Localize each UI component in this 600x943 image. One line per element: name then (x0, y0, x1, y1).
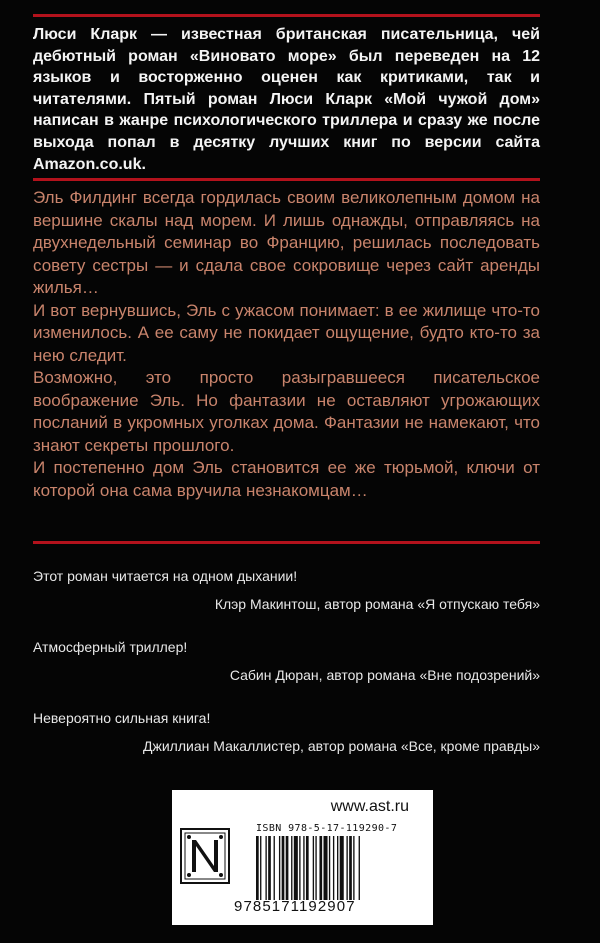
barcode-bar (337, 836, 338, 900)
barcode-bar (340, 836, 344, 900)
barcode-bar (329, 836, 330, 900)
barcode-bar (359, 836, 360, 900)
barcode-bar (303, 836, 304, 900)
barcode-bar (265, 836, 266, 900)
barcode-bar (268, 836, 271, 900)
barcode-bar (282, 836, 285, 900)
review-item (33, 566, 540, 614)
barcode-bar (256, 836, 259, 900)
barcode-bar (324, 836, 328, 900)
barcode-bar (333, 836, 334, 900)
description-paragraph: Возможно, это просто разыгравшееся писательское воображение Эль. Но фантазии не оставляют угрожающих посланий в укромных уголках дома. Фантазии не намекают, что знают секреты прошлого. (33, 368, 540, 455)
review-item (33, 708, 540, 756)
review-quote: Этот роман читается на одном дыхании! (33, 568, 298, 584)
reviews-section (33, 566, 540, 779)
isbn-label: ISBN 978-5-17-119290-7 (256, 823, 398, 834)
bottom-divider (33, 541, 540, 544)
barcode-bar (319, 836, 322, 900)
publisher-website: www.ast.ru (330, 798, 409, 815)
barcode-bar (260, 836, 261, 900)
barcode-bar (315, 836, 316, 900)
author-intro: Люси Кларк — известная британская писательница, чей дебютный роман «Виновато море» был переведен на 12 языков и восторженно оценен как критиками, так и читателями. Пятый роман Люси Кларк «Мой чужой дом» написан в жанре психологического триллера и сразу же после выхода попал в десятку лучших книг по версии сайта Amazon.co.uk. (33, 26, 540, 173)
review-attribution: Джиллиан Макаллистер, автор романа «Все, кроме правды» (143, 738, 540, 754)
review-attribution: Сабин Дюран, автор романа «Вне подозрений» (229, 667, 540, 683)
top-divider (33, 14, 540, 17)
review-quote: Невероятно сильная книга! (33, 710, 211, 726)
barcode-bar (291, 836, 292, 900)
review-quote: Атмосферный триллер! (33, 639, 188, 655)
review-item (33, 637, 540, 685)
barcode-bar (279, 836, 280, 900)
barcode-bar (274, 836, 275, 900)
barcode-bar (286, 836, 289, 900)
description-paragraph: Эль Филдинг всегда гордилась своим великолепным домом на вершине скалы над морем. И лишь однажды, отправляясь на двухнедельный семинар во Францию, решилась последовать совету сестры — и сдала свое сокровище через сайт аренды жилья… (33, 188, 540, 297)
barcode-bars (256, 836, 420, 900)
barcode-bar (349, 836, 352, 900)
description-paragraph: И постепенно дом Эль становится ее же тюрьмой, ключи от которой она сама вручила незнакомцам… (33, 458, 540, 500)
description-paragraph: И вот вернувшись, Эль с ужасом понимает: в ее жилище что-то изменилось. А ее саму не покидает ощущение, будто кто-то за нею следит. (33, 300, 540, 365)
barcode-bar (313, 836, 314, 900)
barcode-number: 9785171192907 (234, 898, 356, 915)
barcode-panel (172, 790, 433, 925)
middle-divider (33, 178, 540, 181)
review-attribution: Клэр Макинтош, автор романа «Я отпускаю тебя» (214, 596, 540, 612)
barcode-bar (299, 836, 300, 900)
book-description (33, 187, 540, 502)
barcode-bar (346, 836, 347, 900)
publisher-logo-icon (180, 828, 230, 884)
barcode-bar (353, 836, 354, 900)
barcode-bar (306, 836, 309, 900)
barcode-bar (294, 836, 298, 900)
